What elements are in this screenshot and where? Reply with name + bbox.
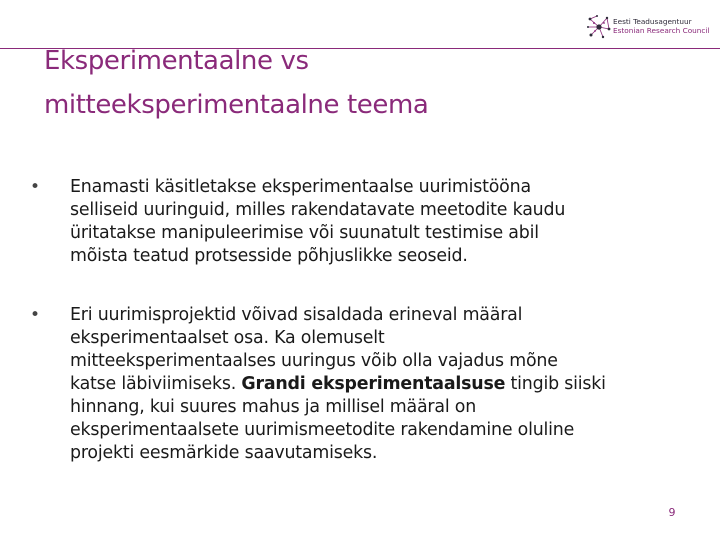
bullet-1-line-2: selliseid uuringuid, milles rakendatavate meetodite kaudu xyxy=(70,200,566,220)
estonian-research-council-logo xyxy=(586,12,710,42)
bullet-2-line-1: Eri uurimisprojektid võivad sisaldada erineval määral xyxy=(70,305,523,325)
bullet-2-line-5: hinnang, kui suures mahus ja millisel määral on xyxy=(70,397,477,417)
logo-text-estonian: Eesti Teadusagentuur xyxy=(613,17,692,26)
bullet-item-2 xyxy=(30,304,690,465)
bullet-1-line-1: Enamasti käsitletakse eksperimentaalse uurimistööna xyxy=(70,177,531,197)
bullet-1-line-3: üritatakse manipuleerimise või suunatult testimise abil xyxy=(70,223,539,243)
logo-text-english: Estonian Research Council xyxy=(613,26,710,35)
bullet-2-line-3: mitteeksperimentaalses uuringus võib olla vajadus mõne xyxy=(70,351,558,371)
bullet-item-1 xyxy=(30,176,690,268)
page-number: 9 xyxy=(668,506,676,519)
logo-network-icon xyxy=(586,14,612,40)
slide-title xyxy=(44,39,664,127)
bullet-1-line-4: mõista teatud protsesside põhjuslikke seoseid. xyxy=(70,246,468,266)
slide-title-line-1: Eksperimentaalne vs xyxy=(44,46,309,76)
bullet-2-line-4-text-after: tingib siiski xyxy=(505,374,606,394)
bullet-list xyxy=(30,176,690,465)
bullet-2-line-4 xyxy=(70,373,690,396)
bullet-marker: • xyxy=(30,305,40,325)
emphasized-term: Grandi eksperimentaalsuse xyxy=(241,374,506,394)
bullet-marker: • xyxy=(30,177,40,197)
slide-title-line-2: mitteeksperimentaalne teema xyxy=(44,90,429,120)
bullet-2-line-4-text-before: katse läbiviimiseks. xyxy=(70,374,242,394)
logo-wordmark xyxy=(613,17,710,35)
bullet-2-line-7: projekti eesmärkide saavutamiseks. xyxy=(70,443,378,463)
bullet-2-line-6: eksperimentaalsete uurimismeetodite rakendamine oluline xyxy=(70,420,575,440)
bullet-2-line-2: eksperimentaalset osa. Ka olemuselt xyxy=(70,328,385,348)
